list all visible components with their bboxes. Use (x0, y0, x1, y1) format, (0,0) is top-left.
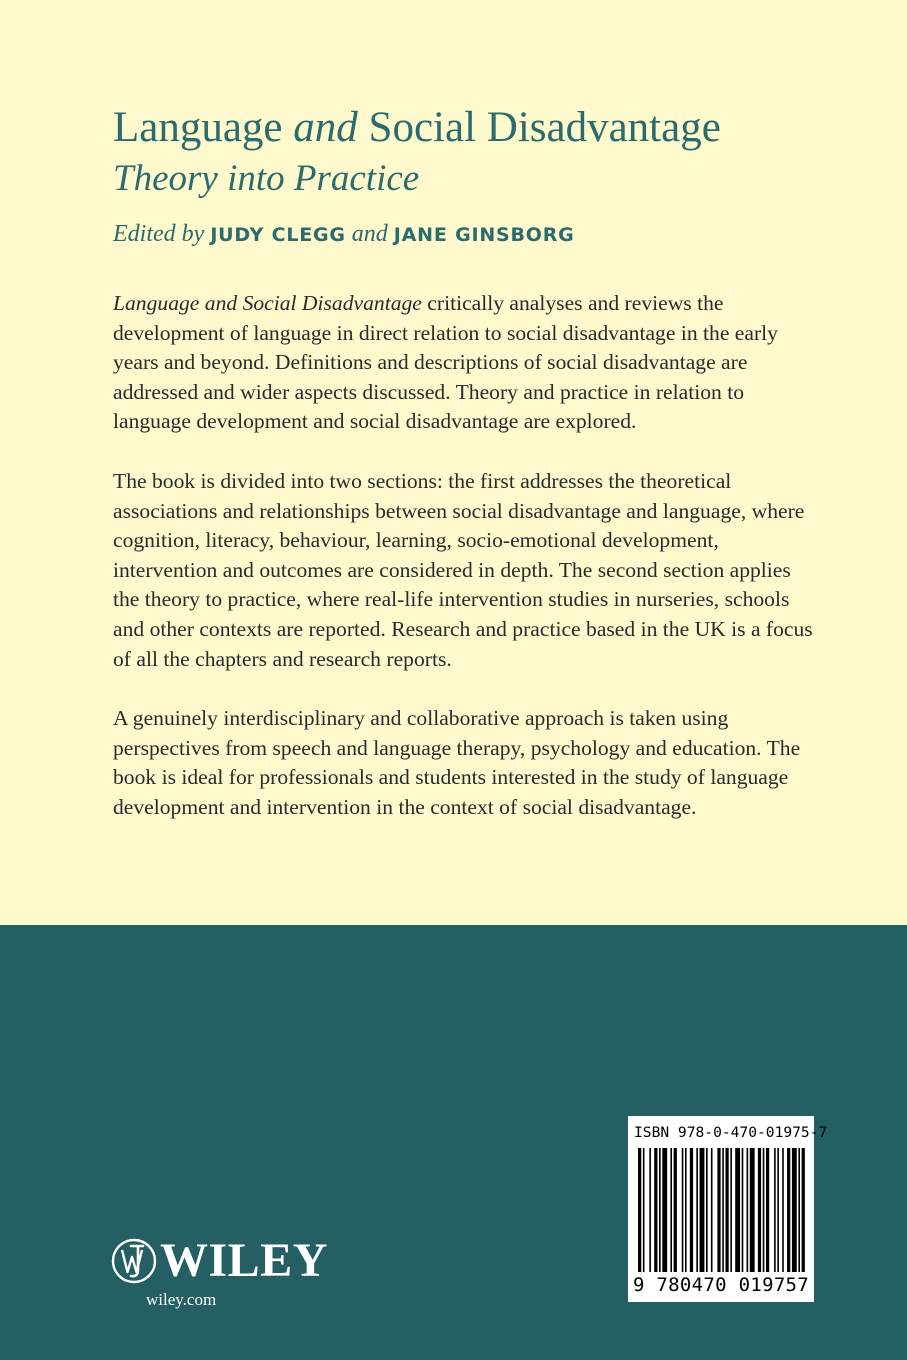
barcode-bar (700, 1148, 705, 1272)
barcode-bar (802, 1148, 805, 1272)
edited-by-label: Edited by (113, 221, 205, 247)
barcode-bar (792, 1148, 797, 1272)
book-title (113, 102, 721, 154)
barcode-bar (717, 1148, 720, 1272)
blurb-paragraph-1-text: critically analyses and reviews the development of language in direct relation to social disadvantage in the early years and beyond. Definitions and descriptions of social disadvantage are addressed and wider aspects discussed. Theory and practice in relation to language development and social disadvantage are explored. (113, 291, 778, 434)
barcode-bar (742, 1148, 744, 1272)
barcode-bar (777, 1148, 779, 1272)
barcode-bar (735, 1148, 740, 1272)
blurb-book-title: Language and Social Disadvantage (113, 291, 422, 315)
barcode-bar (696, 1148, 698, 1272)
barcode-number: 9 780470 019757 (632, 1274, 810, 1296)
barcode-bar (654, 1148, 657, 1272)
barcode-icon (638, 1148, 806, 1272)
barcode-bar (750, 1148, 755, 1272)
barcode-bar (774, 1148, 776, 1272)
title-and: and (293, 104, 358, 151)
barcode-bar (682, 1148, 684, 1272)
barcode-bar (722, 1148, 724, 1272)
barcode-bar (659, 1148, 661, 1272)
barcode-bar (730, 1148, 732, 1272)
barcode-bar (670, 1148, 672, 1272)
barcode-bar (798, 1148, 800, 1272)
publisher-url: wiley.com (146, 1290, 217, 1309)
blurb-text (113, 289, 813, 853)
barcode-bar (690, 1148, 693, 1272)
title-part-1: Language (113, 104, 283, 151)
barcode-bar (674, 1148, 677, 1272)
barcode-bar (711, 1148, 713, 1272)
barcode-bar (706, 1148, 708, 1272)
barcode-bar (787, 1148, 790, 1272)
isbn-label: ISBN 978-0-470-01975-7 (634, 1124, 828, 1141)
barcode-block (628, 1116, 828, 1302)
barcode-bar (758, 1148, 761, 1272)
barcode-bar (638, 1148, 641, 1272)
editors-line (113, 218, 575, 251)
editor-name-2: JANE GINSBORG (393, 224, 575, 246)
barcode-bar (643, 1148, 645, 1272)
publisher-name: WILEY (160, 1234, 328, 1287)
editors-and: and (351, 221, 388, 247)
barcode-bar (685, 1148, 687, 1272)
blurb-paragraph-1 (113, 289, 813, 437)
wiley-jw-icon (110, 1237, 158, 1285)
barcode-bar (725, 1148, 728, 1272)
barcode-bar (662, 1148, 667, 1272)
barcode-bar (649, 1148, 651, 1272)
barcode-bar (782, 1148, 784, 1272)
publisher-logo (110, 1234, 328, 1309)
blurb-paragraph-2: The book is divided into two sections: the first addresses the theoretical associations and relationships between social disadvantage and language, where cognition, literacy, behaviour, learning, socio-emotional development, intervention and outcomes are considered in depth. The second section applies the theory to practice, where real-life intervention studies in nurseries, schools and other contexts are reported. Research and practice based in the UK is a focus of all the chapters and research reports. (113, 468, 813, 671)
barcode-bar (747, 1148, 749, 1272)
book-subtitle: Theory into Practice (113, 158, 420, 199)
barcode-bar (766, 1148, 769, 1272)
barcode-bar (763, 1148, 765, 1272)
title-part-2: Social Disadvantage (368, 104, 721, 151)
editor-name-1: JUDY CLEGG (210, 224, 346, 246)
blurb-paragraph-3: A genuinely interdisciplinary and collaborative approach is taken using perspectives from speech and language therapy, psychology and education. The book is ideal for professionals and students interested in the study of language development and intervention in the context of social disadvantage. (113, 706, 801, 819)
